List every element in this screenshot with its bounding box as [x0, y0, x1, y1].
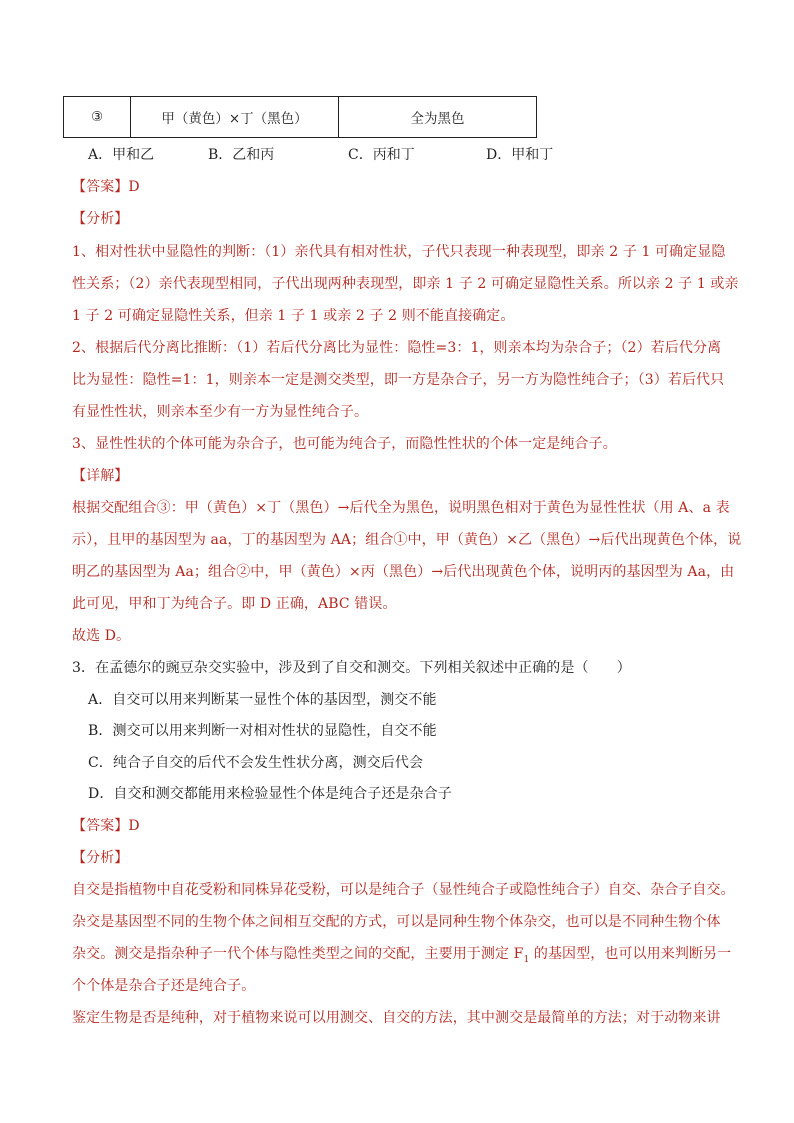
- analysis-line: 有显性性状，则亲本至少有一方为显性纯合子。: [72, 404, 369, 420]
- q2-detail-heading: 【详解】: [72, 468, 129, 484]
- option-a: A．甲和乙: [88, 147, 155, 163]
- analysis-line: 1、相对性状中显隐性的判断：（1）亲代具有相对性状，子代只表现一种表现型，即亲 2 子 1 可确定显隐: [72, 244, 726, 260]
- q2-answer: 【答案】D: [72, 179, 140, 195]
- analysis-line: 个个体是杂合子还是纯合子。: [72, 978, 256, 994]
- analysis-line: 2、根据后代分离比推断：（1）若后代分离比为显性：隐性=3：1，则亲本均为杂合子；（2）若后代分离: [72, 340, 722, 356]
- analysis-line: [72, 943, 731, 965]
- option-c: C．丙和丁: [348, 147, 415, 163]
- analysis-line: 鉴定生物是否是纯种，对于植物来说可以用测交、自交的方法，其中测交是最简单的方法；对于动物来讲: [72, 1010, 721, 1026]
- analysis-line: 3、显性性状的个体可能为杂合子，也可能为纯合子，而隐性性状的个体一定是纯合子。: [72, 436, 617, 452]
- analysis-line: 比为显性：隐性=1：1，则亲本一定是测交类型，即一方是杂合子，另一方为隐性纯合子；（3）若后代只: [72, 372, 725, 388]
- q3-answer: 【答案】D: [72, 818, 140, 834]
- detail-line: 此可见，甲和丁为纯合子。即 D 正确，ABC 错误。: [72, 596, 397, 612]
- table-row: [64, 97, 537, 138]
- f1-subscript: 1: [523, 954, 530, 965]
- q3-option-c: C．纯合子自交的后代不会发生性状分离，测交后代会: [88, 755, 424, 771]
- q3-option-a: A．自交可以用来判断某一显性个体的基因型，测交不能: [88, 692, 437, 708]
- analysis-line: 自交是指植物中自花受粉和同株异花受粉，可以是纯合子（显性纯合子或隐性纯合子）自交、杂合子自交。: [72, 882, 735, 898]
- analysis-text-tail: 的基因型，也可以用来判断另一: [529, 946, 732, 962]
- option-b: B．乙和丙: [208, 147, 275, 163]
- q3-analysis-heading: 【分析】: [72, 850, 129, 866]
- analysis-line: 性关系；（2）亲代表现型相同，子代出现两种表现型，即亲 1 子 2 可确定显隐性关系。所以亲 2 子 1 或亲: [72, 276, 739, 292]
- q2-analysis-heading: 【分析】: [72, 211, 129, 227]
- table-cell-result: 全为黑色: [339, 97, 537, 138]
- q3-stem: 3．在孟德尔的豌豆杂交实验中，涉及到了自交和测交。下列相关叙述中正确的是（ ）: [72, 660, 631, 676]
- detail-line: 明乙的基因型为 Aa；组合②中，甲（黄色）×丙（黑色）→后代出现黄色个体，说明丙的基因型为 Aa，由: [72, 564, 735, 580]
- table-cell-index: ③: [64, 97, 131, 138]
- q3-option-d: D．自交和测交都能用来检验显性个体是纯合子还是杂合子: [88, 786, 452, 802]
- analysis-line: 杂交是基因型不同的生物个体之间相互交配的方式，可以是同种生物个体杂交，也可以是不同种生物个体: [72, 914, 721, 930]
- detail-line: 示），且甲的基因型为 aa，丁的基因型为 AA；组合①中，甲（黄色）×乙（黑色）→后代出现黄色个体，说: [72, 532, 742, 548]
- q2-conclusion: 故选 D。: [72, 628, 131, 644]
- analysis-line: 1 子 2 可确定显隐性关系，但亲 1 子 1 或亲 2 子 2 则不能直接确定。: [72, 308, 515, 324]
- table-cell-cross: 甲（黄色）×丁（黑色）: [131, 97, 339, 138]
- detail-line: 根据交配组合③：甲（黄色）×丁（黑色）→后代全为黑色，说明黑色相对于黄色为显性性状（用 A、a 表: [72, 500, 730, 516]
- analysis-text: 杂交。测交是指杂种子一代个体与隐性类型之间的交配，主要用于测定 F: [72, 946, 524, 962]
- q3-option-b: B．测交可以用来判断一对相对性状的显隐性，自交不能: [88, 723, 437, 739]
- q2-options: [88, 144, 608, 164]
- cross-table: [63, 96, 537, 138]
- option-d: D．甲和丁: [486, 147, 554, 163]
